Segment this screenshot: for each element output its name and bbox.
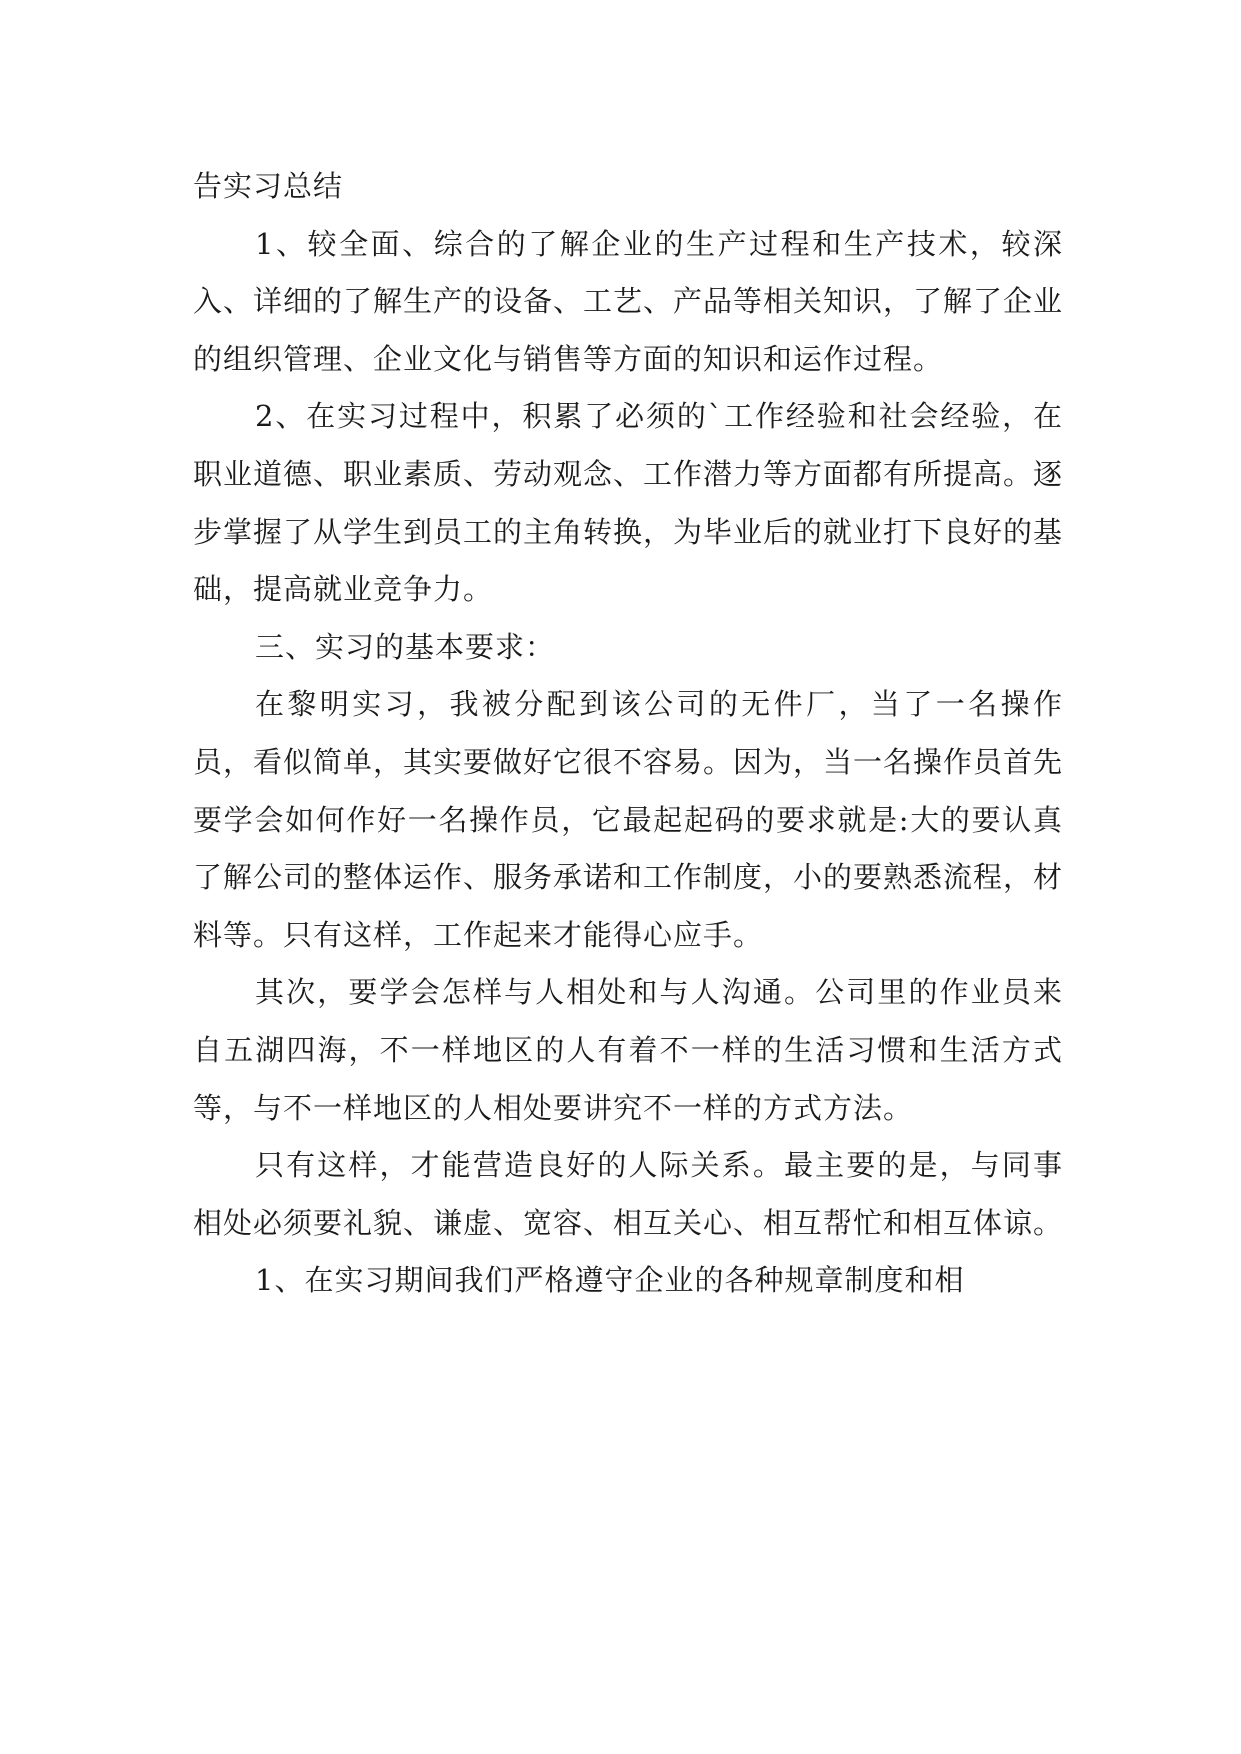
- paragraph-item-2-experience: 2、在实习过程中，积累了必须的`工作经验和社会经验，在职业道德、职业素质、劳动观念、工作潜力等方面都有所提高。逐步掌握了从学生到员工的主角转换，为毕业后的就业打下良好的基础，提高就业竞争力。: [193, 399, 1064, 607]
- paragraph-item-1-knowledge: 1、较全面、综合的了解企业的生产过程和生产技术，较深入、详细的了解生产的设备、工艺、产品等相关知识，了解了企业的组织管理、企业文化与销售等方面的知识和运作过程。: [193, 226, 1064, 376]
- paragraph-communication: 其次，要学会怎样与人相处和与人沟通。公司里的作业员来自五湖四海，不一样地区的人有着不一样的生活习惯和生活方式等，与不一样地区的人相处要讲究不一样的方式方法。: [193, 975, 1063, 1125]
- document-body: [193, 158, 1063, 1310]
- paragraph-heading-fragment: 告实习总结: [193, 169, 344, 203]
- section-heading-requirements: 三、实习的基本要求：: [255, 629, 556, 664]
- paragraph-relationships: 只有这样，才能营造良好的人际关系。最主要的是，与同事相处必须要礼貌、谦虚、宽容、相互关心、相互帮忙和相互体谅。: [193, 1148, 1064, 1240]
- paragraph-item-1-rules: 1、在实习期间我们严格遵守企业的各种规章制度和相: [255, 1263, 965, 1298]
- paragraph-operator-role: 在黎明实习，我被分配到该公司的无件厂，当了一名操作员，看似简单，其实要做好它很不容易。因为，当一名操作员首先要学会如何作好一名操作员，它最起起码的要求就是:大的要认真了解公司的整体运作、服务承诺和工作制度，小的要熟悉流程，材料等。只有这样，工作起来才能得心应手。: [193, 687, 1064, 952]
